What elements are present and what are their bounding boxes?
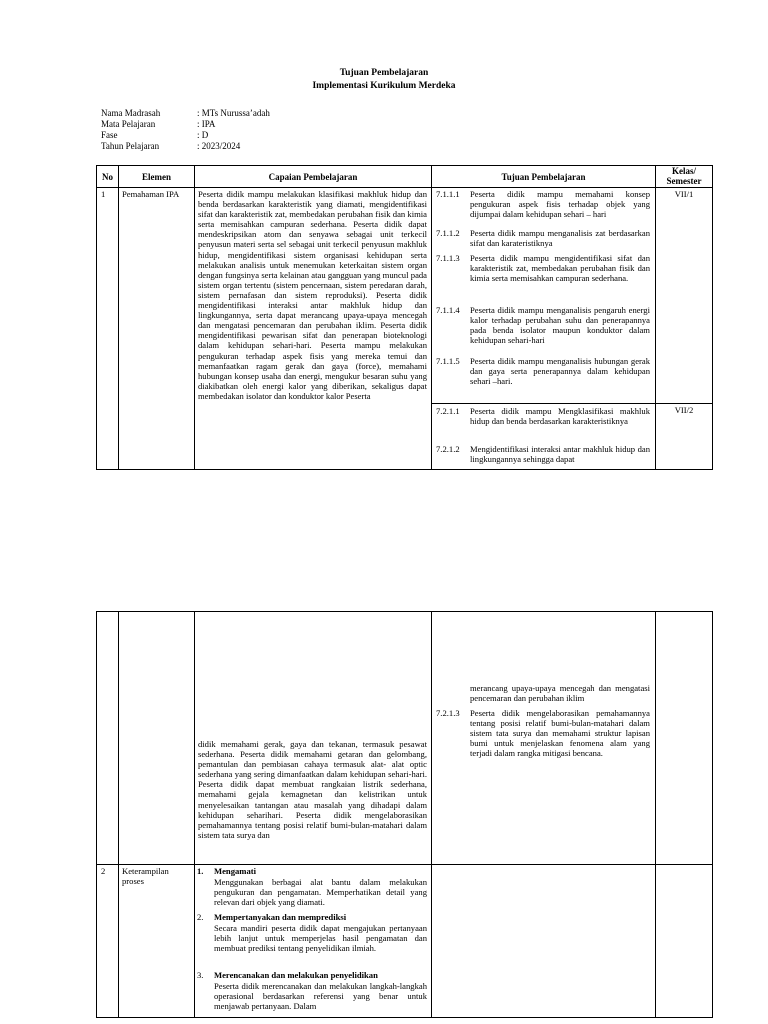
meta-value: : 2023/2024	[197, 141, 241, 151]
tujuan-continued: merancang upaya-upaya mencegah dan mengatasi pencemaran dan perubahan iklim	[470, 683, 650, 704]
kelas-cell: VII/1	[674, 189, 694, 199]
tujuan-item: 7.1.1.2 Peserta didik mampu menganalisis zat berdasarkan sifat dan karateristiknya	[436, 228, 650, 249]
meta-key: Tahun Pelajaran	[101, 141, 160, 151]
meta-value: : IPA	[197, 119, 216, 129]
tujuan-item: 7.2.1.2 Mengidentifikasi interaksi antar makhluk hidup dan lingkungannya sehingga dapat	[436, 444, 650, 465]
header-no: No	[102, 172, 113, 182]
tujuan-item: 7.1.1.3 Peserta didik mampu mengidentifikasi sifat dan karakteristik zat, membedakan perubahan fisik dan kimia serta memisahkan campuran sederhana.	[436, 253, 650, 284]
elemen-cell: Keterampilan proses	[122, 866, 169, 887]
meta-value: : MTs Nurussa’adah	[197, 108, 270, 118]
meta-key: Fase	[101, 130, 118, 140]
meta-key: Nama Madrasah	[101, 108, 161, 118]
capaian-cell: Peserta didik mampu melakukan klasifikasi makhluk hidup dan benda berdasarkan karakteristik yang diamati, mengidentifikasi sifat dan karakteristik zat, membedakan perubahan fisik dan kimia serta memisahkan campuran sederhana. Peserta didik dapat mendeskripsikan atom dan senyawa sebagai unit terkecil penyusun materi serta sel sebagai unit terkecil penyusun makhluk hidup, mengidentifikasi sistem organisasi kehidupan serta melakukan analisis untuk menemukan keterkaitan sistem organ dengan fungsinya serta kelainan atau gangguan yang muncul pada sistem organ tertentu (sistem pencernaan, sistem peredaran darah, sistem pernafasan dan sistem reproduksi). Peserta didik mengidentifikasi interaksi antar makhluk hidup dan lingkungannya, serta dapat merancang upaya-upaya mencegah dan mengatasi pencemaran dan perubahan iklim. Peserta didik mengidentifikasi pewarisan sifat dan penerapan bioteknologi dalam kehidupan sehari-hari. Peserta mampu melakukan pengukuran terhadap aspek fisis yang mereka temui dan memanfaatkan ragam gerak dan gaya (force), memahami hubungan konsep usaha dan energi, mengukur besaran suhu yang diakibatkan oleh energi kalor yang diberikan, sekaligus dapat membedakan isolator dan konduktor kalor Peserta	[198, 189, 427, 401]
header-tujuan: Tujuan Pembelajaran	[501, 172, 586, 182]
list-item: 1. Mengamati Menggunakan berbagai alat bantu dalam melakukan pengukuran dan pengamatan. Memperhatikan detail yang relevan dari objek yang diamati.	[197, 866, 427, 908]
document-title: Tujuan Pembelajaran	[339, 68, 429, 78]
header-capaian: Capaian Pembelajaran	[268, 172, 358, 182]
tujuan-item: 7.1.1.1 Peserta didik mampu memahami konsep pengukuran aspek fisis terhadap objek yang dijumpai dalam kehidupan sehari – hari	[436, 189, 650, 220]
meta-block	[101, 108, 401, 154]
header-elemen: Elemen	[142, 172, 171, 182]
capaian-cell-continued: didik memahami gerak, gaya dan tekanan, termasuk pesawat sederhana. Peserta didik memahami getaran dan gelombang, pemantulan dan pembiasan cahaya termasuk alat- alat optic sederhana yang sering dimanfaatkan dalam kehidupan sehari-hari. Peserta didik dapat membuat rangkaian listrik sederhana, memahami gejala kemagnetan dan kelistrikan untuk menyelesaikan tantangan atau masalah yang dihadapi dalam kehidupan seharihari. Peserta didik mengelaborasikan pemahamannya tentang posisi relatif bumi-bulan-matahari dalam sistem tata surya dan	[198, 739, 427, 840]
list-item: 2. Mempertanyakan dan memprediksi Secara mandiri peserta didik dapat mengajukan pertanyaan lebih lanjut untuk memperjelas hasil pengamatan dan membuat prediksi tentang penyelidikan ilmiah.	[197, 912, 427, 954]
row-number: 1	[101, 189, 106, 199]
list-item: 3. Merencanakan dan melakukan penyelidikan Peserta didik merencanakan dan melakukan langkah-langkah operasional berdasarkan referensi yang benar untuk menjawab pertanyaan. Dalam	[197, 970, 427, 1012]
meta-key: Mata Pelajaran	[101, 119, 156, 129]
elemen-cell: Pemahaman IPA	[122, 189, 180, 199]
tujuan-item: 7.2.1.1 Peserta didik mampu Mengklasifikasi makhluk hidup dan benda berdasarkan karakteristiknya	[436, 406, 650, 427]
tujuan-item: 7.2.1.3 Peserta didik mengelaborasikan pemahamannya tentang posisi relatif bumi-bulan-matahari dalam sistem tata surya dan memahami struktur lapisan bumi untuk menjelaskan fenomena alam yang terjadi dalam rangka mitigasi bencana.	[436, 708, 650, 759]
tujuan-item: 7.1.1.4 Peserta didik mampu menganalisis pengaruh energi kalor terhadap perubahan suhu dan penerapannya pada benda isolator maupun konduktor dalam kehidupan sehari-hari	[436, 305, 650, 346]
tujuan-item: 7.1.1.5 Peserta didik mampu menganalisis hubungan gerak dan gaya serta penerapannya dalam kehidupan sehari –hari.	[436, 356, 650, 387]
meta-value: : D	[197, 130, 209, 140]
row-number: 2	[101, 866, 106, 876]
document-subtitle: Implementasi Kurikulum Merdeka	[312, 81, 456, 91]
kelas-cell: VII/2	[674, 405, 694, 415]
header-kelas: Kelas/ Semester	[666, 166, 702, 186]
